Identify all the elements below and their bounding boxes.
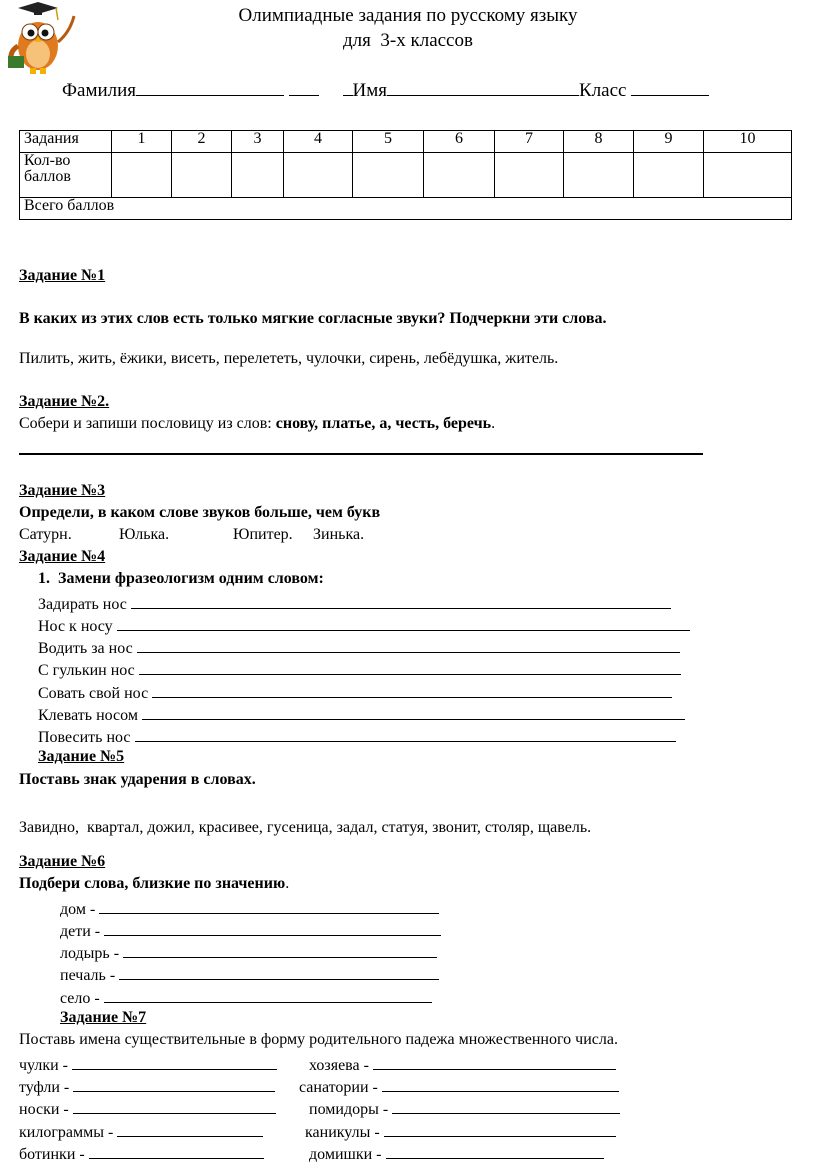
table-header-cell: Задания [20, 131, 112, 153]
points-cell[interactable] [172, 153, 232, 198]
task4-item: Совать свой нос [38, 683, 672, 702]
task6-item: печаль - [60, 965, 439, 984]
task6-title: Задание №6 [19, 853, 106, 870]
page-title-line2: для 3-х классов [343, 30, 473, 51]
task7-answer-line[interactable] [73, 1077, 275, 1092]
task7-left-item: туфли - [19, 1077, 275, 1096]
points-cell[interactable] [424, 153, 495, 198]
task7-answer-line[interactable] [384, 1122, 616, 1137]
task3-title: Задание №3 [19, 482, 106, 499]
total-points-cell[interactable]: Всего баллов [20, 198, 792, 220]
task4-instruction: 1. Замени фразеологизм одним словом: [38, 570, 324, 587]
task4-item: Задирать нос [38, 594, 671, 613]
task2-words: снову, платье, а, честь, беречь [275, 415, 492, 432]
task-number-cell: 1 [112, 131, 172, 153]
task7-answer-line[interactable] [89, 1144, 264, 1159]
task7-instruction: Поставь имена существительные в форму родительного падежа множественного числа. [19, 1031, 618, 1048]
task4-item: Нос к носу [38, 616, 690, 635]
points-cell[interactable] [232, 153, 284, 198]
points-cell[interactable] [564, 153, 634, 198]
task7-answer-line[interactable] [386, 1144, 604, 1159]
task5-title: Задание №5 [38, 748, 125, 765]
task7-left-item: килограммы - [19, 1122, 263, 1141]
surname-field-extra[interactable] [289, 81, 319, 96]
table-row [20, 198, 792, 220]
name-field[interactable] [387, 81, 579, 96]
task7-left-item: ботинки - [19, 1144, 264, 1163]
task6-answer-line[interactable] [123, 943, 437, 958]
points-cell[interactable] [495, 153, 564, 198]
task5-instruction: Поставь знак ударения в словах. [19, 771, 256, 788]
task4-title: Задание №4 [19, 548, 106, 565]
task7-left-item: носки - [19, 1099, 276, 1118]
task3-instruction: Определи, в каком слове звуков больше, чем букв [19, 504, 381, 521]
points-cell[interactable] [112, 153, 172, 198]
task-number-cell: 3 [232, 131, 284, 153]
surname-label: Фамилия [62, 80, 137, 101]
class-field[interactable] [631, 81, 709, 96]
task6-answer-line[interactable] [119, 965, 439, 980]
name-field-prefix[interactable] [343, 81, 353, 96]
task-number-cell: 7 [495, 131, 564, 153]
task4-answer-line[interactable] [142, 705, 685, 720]
task7-right-item: хозяева - [309, 1055, 616, 1074]
task4-item: С гулькин нос [38, 660, 681, 679]
task4-answer-line[interactable] [152, 683, 672, 698]
points-cell[interactable] [704, 153, 792, 198]
task-number-cell: 9 [634, 131, 704, 153]
task4-item: Клевать носом [38, 705, 685, 724]
task5-words: Завидно, квартал, дожил, красивее, гусеница, задал, статуя, звонит, столяр, щавель. [19, 819, 592, 836]
task7-right-item: домишки - [309, 1144, 604, 1163]
task7-left-item: чулки - [19, 1055, 277, 1074]
points-cell[interactable] [634, 153, 704, 198]
task-number-cell: 5 [353, 131, 424, 153]
task1-title: Задание №1 [19, 267, 106, 284]
task7-title: Задание №7 [60, 1009, 147, 1026]
task2-instruction: Собери и запиши пословицу из слов: снову, платье, а, честь, беречь. [19, 415, 496, 432]
table-row [20, 131, 792, 153]
task3-word: Сатурн. [19, 526, 72, 543]
task6-instruction: Подбери слова, близкие по значению. [19, 875, 290, 892]
student-info-line [62, 81, 709, 100]
task-number-cell: 2 [172, 131, 232, 153]
task-number-cell: 10 [704, 131, 792, 153]
task7-answer-line[interactable] [382, 1077, 619, 1092]
class-label: Класс [579, 80, 627, 101]
task7-answer-line[interactable] [373, 1055, 616, 1070]
task1-instruction: В каких из этих слов есть только мягкие согласные звуки? Подчеркни эти слова. [19, 310, 607, 327]
task7-answer-line[interactable] [392, 1099, 620, 1114]
task4-answer-line[interactable] [131, 594, 671, 609]
task7-right-item: санатории - [299, 1077, 619, 1096]
name-label: Имя [352, 80, 388, 101]
task6-item: дом - [60, 899, 439, 918]
task4-answer-line[interactable] [137, 638, 680, 653]
points-cell[interactable] [353, 153, 424, 198]
surname-field[interactable] [136, 81, 284, 96]
task2-title: Задание №2. [19, 393, 110, 410]
task4-item: Водить за нос [38, 638, 680, 657]
task6-answer-line[interactable] [104, 988, 432, 1003]
task-number-cell: 8 [564, 131, 634, 153]
points-cell[interactable] [284, 153, 353, 198]
points-label-cell: Кол-во баллов [20, 153, 112, 198]
task6-answer-line[interactable] [99, 899, 439, 914]
task4-answer-line[interactable] [117, 616, 690, 631]
page-title-line1: Олимпиадные задания по русскому языку [238, 5, 578, 26]
task4-item: Повесить нос [38, 727, 676, 746]
task6-item: село - [60, 988, 432, 1007]
task6-item: лодырь - [60, 943, 437, 962]
task3-word: Юлька. [119, 526, 170, 543]
task-number-cell: 6 [424, 131, 495, 153]
task3-word: Юпитер. [233, 526, 293, 543]
task2-answer-line[interactable] [19, 453, 703, 455]
task6-answer-line[interactable] [104, 921, 441, 936]
task7-right-item: каникулы - [305, 1122, 616, 1141]
task7-answer-line[interactable] [117, 1122, 263, 1137]
task6-item: дети - [60, 921, 441, 940]
task7-answer-line[interactable] [73, 1099, 276, 1114]
task-number-cell: 4 [284, 131, 353, 153]
task4-answer-line[interactable] [135, 727, 676, 742]
score-table [19, 130, 792, 220]
table-row [20, 153, 792, 198]
task7-right-item: помидоры - [309, 1099, 620, 1118]
task1-words: Пилить, жить, ёжики, висеть, перелететь, чулочки, сирень, лебёдушка, житель. [19, 350, 559, 367]
task3-word: Зинька. [313, 526, 365, 543]
task7-answer-line[interactable] [72, 1055, 277, 1070]
task4-answer-line[interactable] [139, 660, 681, 675]
